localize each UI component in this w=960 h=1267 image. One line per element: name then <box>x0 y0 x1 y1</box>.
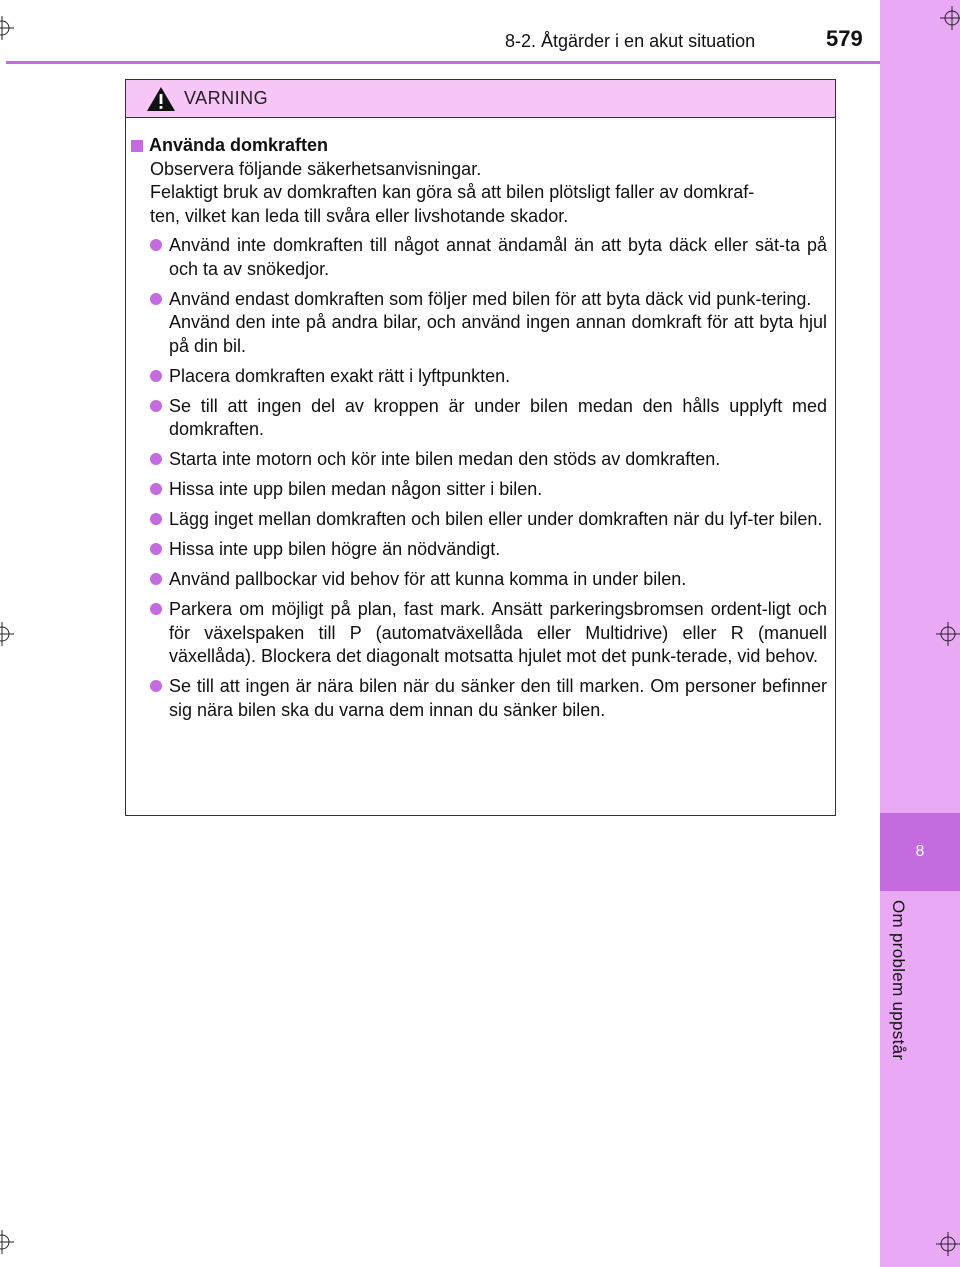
list-item-text: Placera domkraften exakt rätt i lyftpunkten. <box>169 365 511 386</box>
list-item <box>131 675 827 722</box>
list-item-text: Se till att ingen del av kroppen är under bilen medan den hålls upplyft med domkraften. <box>169 395 827 439</box>
warning-triangle-icon <box>146 86 176 112</box>
warning-title: VARNING <box>184 88 269 108</box>
list-item <box>131 395 827 442</box>
list-item <box>131 538 827 562</box>
chapter-number: 8 <box>915 843 925 860</box>
section-heading <box>131 134 827 158</box>
list-item-text: Parkera om möjligt på plan, fast mark. Ansätt parkeringsbromsen ordent-ligt och för växelspaken till P (automatväxellåda eller Multidrive) eller R (manuell växellåda). Blockera det diagonalt motsatta hjulet mot det punk-terade, vid behov. <box>169 599 827 666</box>
list-item <box>131 365 827 389</box>
circle-bullet-icon <box>150 603 162 615</box>
list-item-text: Se till att ingen är nära bilen när du sänker den till marken. Om personer befinner sig nära bilen ska du varna dem innan du sänker bilen. <box>169 676 827 720</box>
registration-mark-icon <box>936 622 960 646</box>
circle-bullet-icon <box>150 573 162 585</box>
registration-mark-icon <box>936 1232 960 1256</box>
circle-bullet-icon <box>150 483 162 495</box>
chapter-title-vertical <box>880 900 916 1090</box>
list-item-text: Hissa inte upp bilen medan någon sitter i bilen. <box>169 479 543 499</box>
intro-text <box>131 158 827 229</box>
circle-bullet-icon <box>150 293 162 305</box>
square-bullet-icon <box>131 140 143 152</box>
section-title: 8-2. Åtgärder i en akut situation <box>505 31 756 51</box>
list-item-text: Använd pallbockar vid behov för att kunna komma in under bilen. <box>169 569 687 589</box>
warning-header <box>126 80 835 118</box>
list-item <box>131 508 827 532</box>
list-item <box>131 598 827 669</box>
circle-bullet-icon <box>150 400 162 412</box>
list-item <box>131 234 827 281</box>
circle-bullet-icon <box>150 513 162 525</box>
intro-line: Observera följande säkerhetsanvisningar. <box>150 158 482 179</box>
list-item-text: Hissa inte upp bilen högre än nödvändigt. <box>169 539 501 559</box>
list-item <box>131 568 827 592</box>
list-item-extra-text: Använd den inte på andra bilar, och använd ingen annan domkraft för att byta hjul på din bil. <box>169 312 827 356</box>
registration-mark-icon <box>0 16 14 40</box>
section-heading-text: Använda domkraften <box>149 135 329 155</box>
list-item-text: Starta inte motorn och kör inte bilen medan den stöds av domkraften. <box>169 449 721 469</box>
intro-line: Felaktigt bruk av domkraften kan göra så att bilen plötsligt faller av domkraf- <box>150 182 755 202</box>
list-item <box>131 448 827 472</box>
registration-mark-icon <box>940 6 960 30</box>
warning-content <box>126 118 835 722</box>
page-number: 579 <box>826 26 863 51</box>
warning-list <box>131 234 827 722</box>
list-item-text: Använd inte domkraften till något annat ändamål än att byta däck eller sät-ta på och ta av snökedjor. <box>169 235 827 279</box>
registration-mark-icon <box>0 622 14 646</box>
chapter-number-tab[interactable] <box>880 813 960 891</box>
circle-bullet-icon <box>150 370 162 382</box>
list-item <box>131 288 827 359</box>
circle-bullet-icon <box>150 680 162 692</box>
chapter-title: Om problem uppstår <box>889 900 908 1061</box>
list-item-text: Lägg inget mellan domkraften och bilen eller under domkraften när du lyf-ter bilen. <box>169 509 823 529</box>
circle-bullet-icon <box>150 543 162 555</box>
registration-mark-icon <box>0 1230 14 1254</box>
list-item <box>131 478 827 502</box>
circle-bullet-icon <box>150 453 162 465</box>
header-divider <box>6 61 880 64</box>
warning-box <box>125 79 836 816</box>
intro-line: ten, vilket kan leda till svåra eller livshotande skador. <box>150 205 569 226</box>
list-item-text: Använd endast domkraften som följer med bilen för att byta däck vid punk-tering. <box>169 288 812 309</box>
circle-bullet-icon <box>150 239 162 251</box>
